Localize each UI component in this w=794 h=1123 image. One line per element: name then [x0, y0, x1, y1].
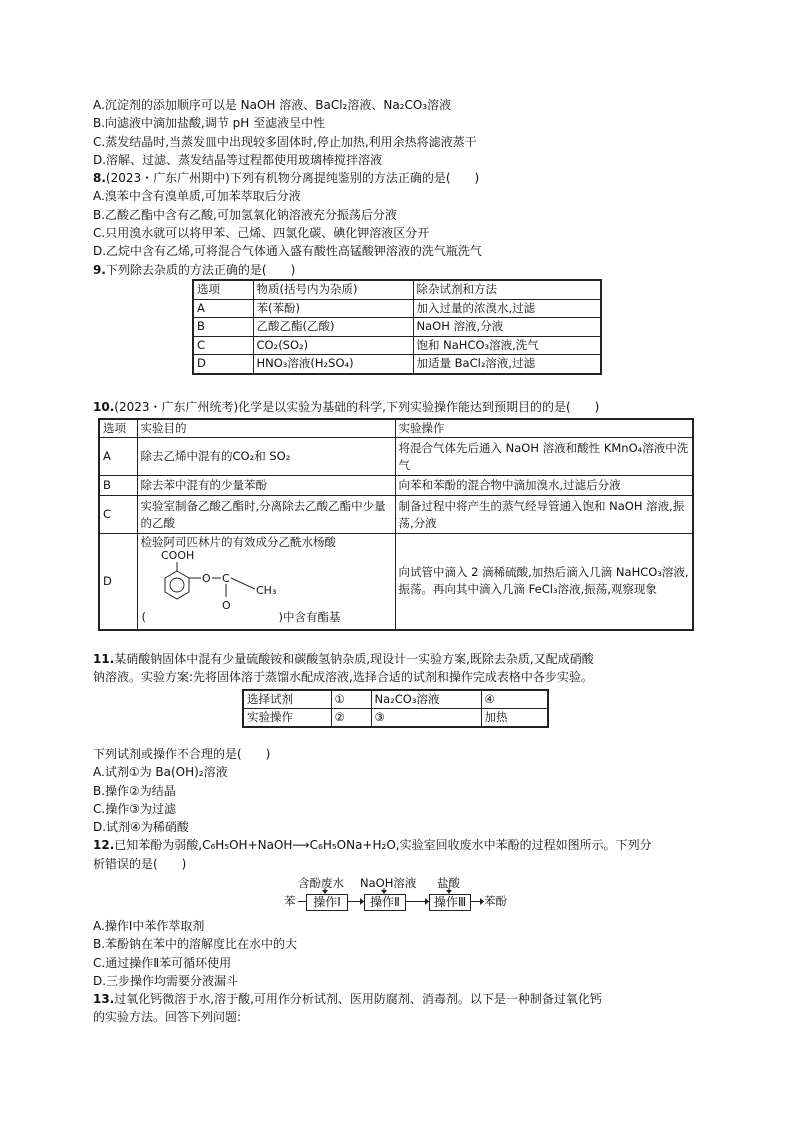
table-cell: A [99, 438, 137, 476]
q11-stem [93, 650, 705, 687]
q11-option-c: C.操作③为过滤 [93, 801, 176, 816]
q11-options [93, 745, 652, 873]
q11-table [242, 689, 549, 728]
table-cell: B [193, 318, 253, 337]
table-cell: 加热 [481, 709, 548, 728]
table-cell: Na₂CO₃溶液 [371, 690, 481, 709]
table-cell: 除去苯中混有的少量苯酚 [137, 476, 395, 496]
q8-option-a: A.溴苯中含有溴单质,可加苯萃取后分液 [93, 189, 301, 204]
table-cell: 苯(苯酚) [253, 299, 413, 318]
struct-label-o2: O [221, 599, 231, 612]
table-row [243, 709, 548, 728]
aspirin-structure [155, 549, 305, 613]
flow-box-op2: 操作Ⅱ [364, 894, 406, 911]
struct-label-cooh: COOH [160, 549, 194, 562]
struct-label-ch3: CH₃ [255, 584, 276, 597]
q12-option-c: C.通过操作Ⅱ苯可循环使用 [93, 955, 232, 970]
table-header-row [99, 419, 693, 438]
q8-number: 8. [93, 171, 106, 186]
aspirin-paren-open: ( [141, 609, 146, 624]
q9-number: 9. [93, 262, 106, 277]
q12-option-d: D.三步操作均需要分液漏斗 [93, 973, 239, 988]
table-cell: ③ [371, 709, 481, 728]
q11-stem-line2: 钠溶液。实验方案:先将固体溶于蒸馏水配成溶液,选择合适的试剂和操作完成表格中各步实验。 [93, 670, 593, 685]
q10-table [98, 418, 694, 631]
q12-flow-diagram [284, 875, 524, 915]
q11-ask: 下列试剂或操作不合理的是( ) [93, 747, 271, 761]
table-cell: D [99, 534, 137, 630]
q11-stem-line1: 某硝酸钠固体中混有少量硫酸铵和碳酸氢钠杂质,现设计一实验方案,既除去杂质,又配成硝酸 [114, 652, 594, 666]
q12-option-a: A.操作Ⅰ中苯作萃取剂 [93, 919, 205, 933]
table-cell: ④ [481, 690, 548, 709]
table-cell: 实验室制备乙酸乙酯时,分离除去乙酸乙酯中少量的乙酸 [137, 496, 395, 534]
q13-stem-line2: 的实验方法。回答下列问题: [93, 1010, 242, 1025]
table-cell: CO₂(SO₂) [253, 336, 413, 355]
flow-box-op3: 操作Ⅲ [429, 894, 471, 911]
q12-stem-line2: 析错误的是( ) [93, 856, 187, 871]
flow-label-waste-water: 含酚废水 [298, 876, 344, 890]
table-header-row [193, 280, 601, 299]
flow-box-op1: 操作Ⅰ [306, 894, 348, 911]
table-cell: 加入过量的浓溴水,过滤 [413, 299, 601, 318]
aspirin-goal-suffix: )中含有酯基 [278, 609, 341, 624]
table-cell: HNO₃溶液(H₂SO₄) [253, 355, 413, 374]
q11-option-b: B.操作②为结晶 [93, 783, 176, 798]
flow-arrows [284, 875, 524, 915]
q13-stem-line1 [93, 990, 602, 1008]
table-cell: 饱和 NaHCO₃溶液,洗气 [413, 336, 601, 355]
table-row [193, 299, 601, 318]
q12-stem-text: 已知苯酚为弱酸,C₆H₅OH+NaOH⟶C₆H₅ONa+H₂O,实验室回收废水中苯酚的过程如图所示。下列分 [114, 838, 652, 853]
q10-stem-text: (2023・广东广州统考)化学是以实验为基础的科学,下列实验操作能达到预期目的的是( ) [114, 400, 600, 414]
q7-option-c: C.蒸发结晶时,当蒸发皿中出现较多固体时,停止加热,利用余热将滤液蒸干 [93, 134, 477, 149]
table-cell: 制备过程中将产生的蒸气经导管通入饱和 NaOH 溶液,振荡,分液 [395, 496, 693, 534]
table-header-cell: 除杂试剂和方法 [413, 280, 601, 299]
q8-stem-text: (2023・广东广州期中)下列有机物分离提纯鉴别的方法正确的是( ) [105, 171, 480, 186]
q7-option-a: A.沉淀剂的添加顺序可以是 NaOH 溶液、BaCl₂溶液、Na₂CO₃溶液 [93, 98, 452, 112]
q11-number: 11. [93, 652, 115, 666]
struct-label-c: C [221, 572, 230, 585]
table-cell: 实验操作 [243, 709, 331, 728]
struct-label-o1: O [201, 572, 211, 585]
table-cell: ② [331, 709, 371, 728]
q9-stem-text: 下列除去杂质的方法正确的是( ) [105, 262, 296, 277]
q8-stem [93, 169, 713, 187]
q13-number: 13. [93, 992, 115, 1007]
q11-option-a: A.试剂①为 Ba(OH)₂溶液 [93, 765, 228, 780]
q8-option-d: D.乙烷中含有乙烯,可将混合气体通入盛有酸性高锰酸钾溶液的洗气瓶洗气 [93, 244, 482, 259]
table-cell: 除去乙烯中混有的CO₂和 SO₂ [137, 438, 395, 476]
q12-stem-line1 [93, 836, 652, 854]
table-cell: A [193, 299, 253, 318]
table-header-cell: 选项 [99, 419, 137, 438]
table-cell: 向苯和苯酚的混合物中滴加溴水,过滤后分液 [395, 476, 693, 496]
q13-stem-text: 过氧化钙微溶于水,溶于酸,可用作分析试剂、医用防腐剂、消毒剂。以下是一种制备过氧化钙 [114, 992, 602, 1007]
flow-label-hcl: 盐酸 [437, 876, 460, 890]
table-cell: B [99, 476, 137, 496]
q10-number: 10. [93, 400, 115, 414]
question-block-top [93, 96, 713, 279]
table-header-cell: 物质(括号内为杂质) [253, 280, 413, 299]
table-header-cell: 实验目的 [137, 419, 395, 438]
table-row [243, 690, 548, 709]
table-cell: D [193, 355, 253, 374]
table-cell: 将混合气体先后通入 NaOH 溶液和酸性 KMnO₄溶液中洗气 [395, 438, 693, 476]
table-row [99, 534, 693, 630]
q11-option-d: D.试剂④为稀硝酸 [93, 820, 189, 835]
aspirin-goal-text: 检验阿司匹林片的有效成分乙酰水杨酸 [140, 535, 336, 549]
table-row [99, 438, 693, 476]
table-header-cell: 选项 [193, 280, 253, 299]
q12-option-b: B.苯酚钠在苯中的溶解度比在水中的大 [93, 937, 298, 952]
table-row [99, 496, 693, 534]
table-row [193, 318, 601, 337]
table-cell: 乙酸乙酯(乙酸) [253, 318, 413, 337]
q9-table [192, 279, 602, 375]
table-cell: NaOH 溶液,分液 [413, 318, 601, 337]
table-cell: ① [331, 690, 371, 709]
table-header-cell: 实验操作 [395, 419, 693, 438]
q9-stem [93, 261, 713, 279]
flow-input-benzene: 苯 [284, 894, 296, 908]
flow-label-naoh: NaOH溶液 [360, 876, 417, 890]
q8-option-c: C.只用溴水就可以将甲苯、己烯、四氯化碳、碘化钾溶液区分开 [93, 226, 430, 241]
table-row [193, 336, 601, 355]
table-row [193, 355, 601, 374]
table-cell: 加适量 BaCl₂溶液,过滤 [413, 355, 601, 374]
q12-options [93, 917, 602, 1027]
table-cell: C [193, 336, 253, 355]
q10-stem [93, 398, 599, 416]
q8-option-b: B.乙酸乙酯中含有乙酸,可加氢氧化钠溶液充分振荡后分液 [93, 207, 397, 222]
q7-option-b: B.向滤液中滴加盐酸,调节 pH 至滤液呈中性 [93, 116, 326, 131]
table-cell: C [99, 496, 137, 534]
table-cell: 向试管中滴入 2 滴稀硫酸,加热后滴入几滴 NaHCO₃溶液,振荡。再向其中滴入几滴 FeCl₃溶液,振荡,观察现象 [395, 534, 693, 630]
q12-number: 12. [93, 838, 115, 853]
table-cell [137, 534, 395, 630]
flow-output-phenol: 苯酚 [484, 894, 507, 908]
q7-option-d: D.溶解、过滤、蒸发结晶等过程都使用玻璃棒搅拌溶液 [93, 152, 383, 167]
table-cell: 选择试剂 [243, 690, 331, 709]
table-row [99, 476, 693, 496]
